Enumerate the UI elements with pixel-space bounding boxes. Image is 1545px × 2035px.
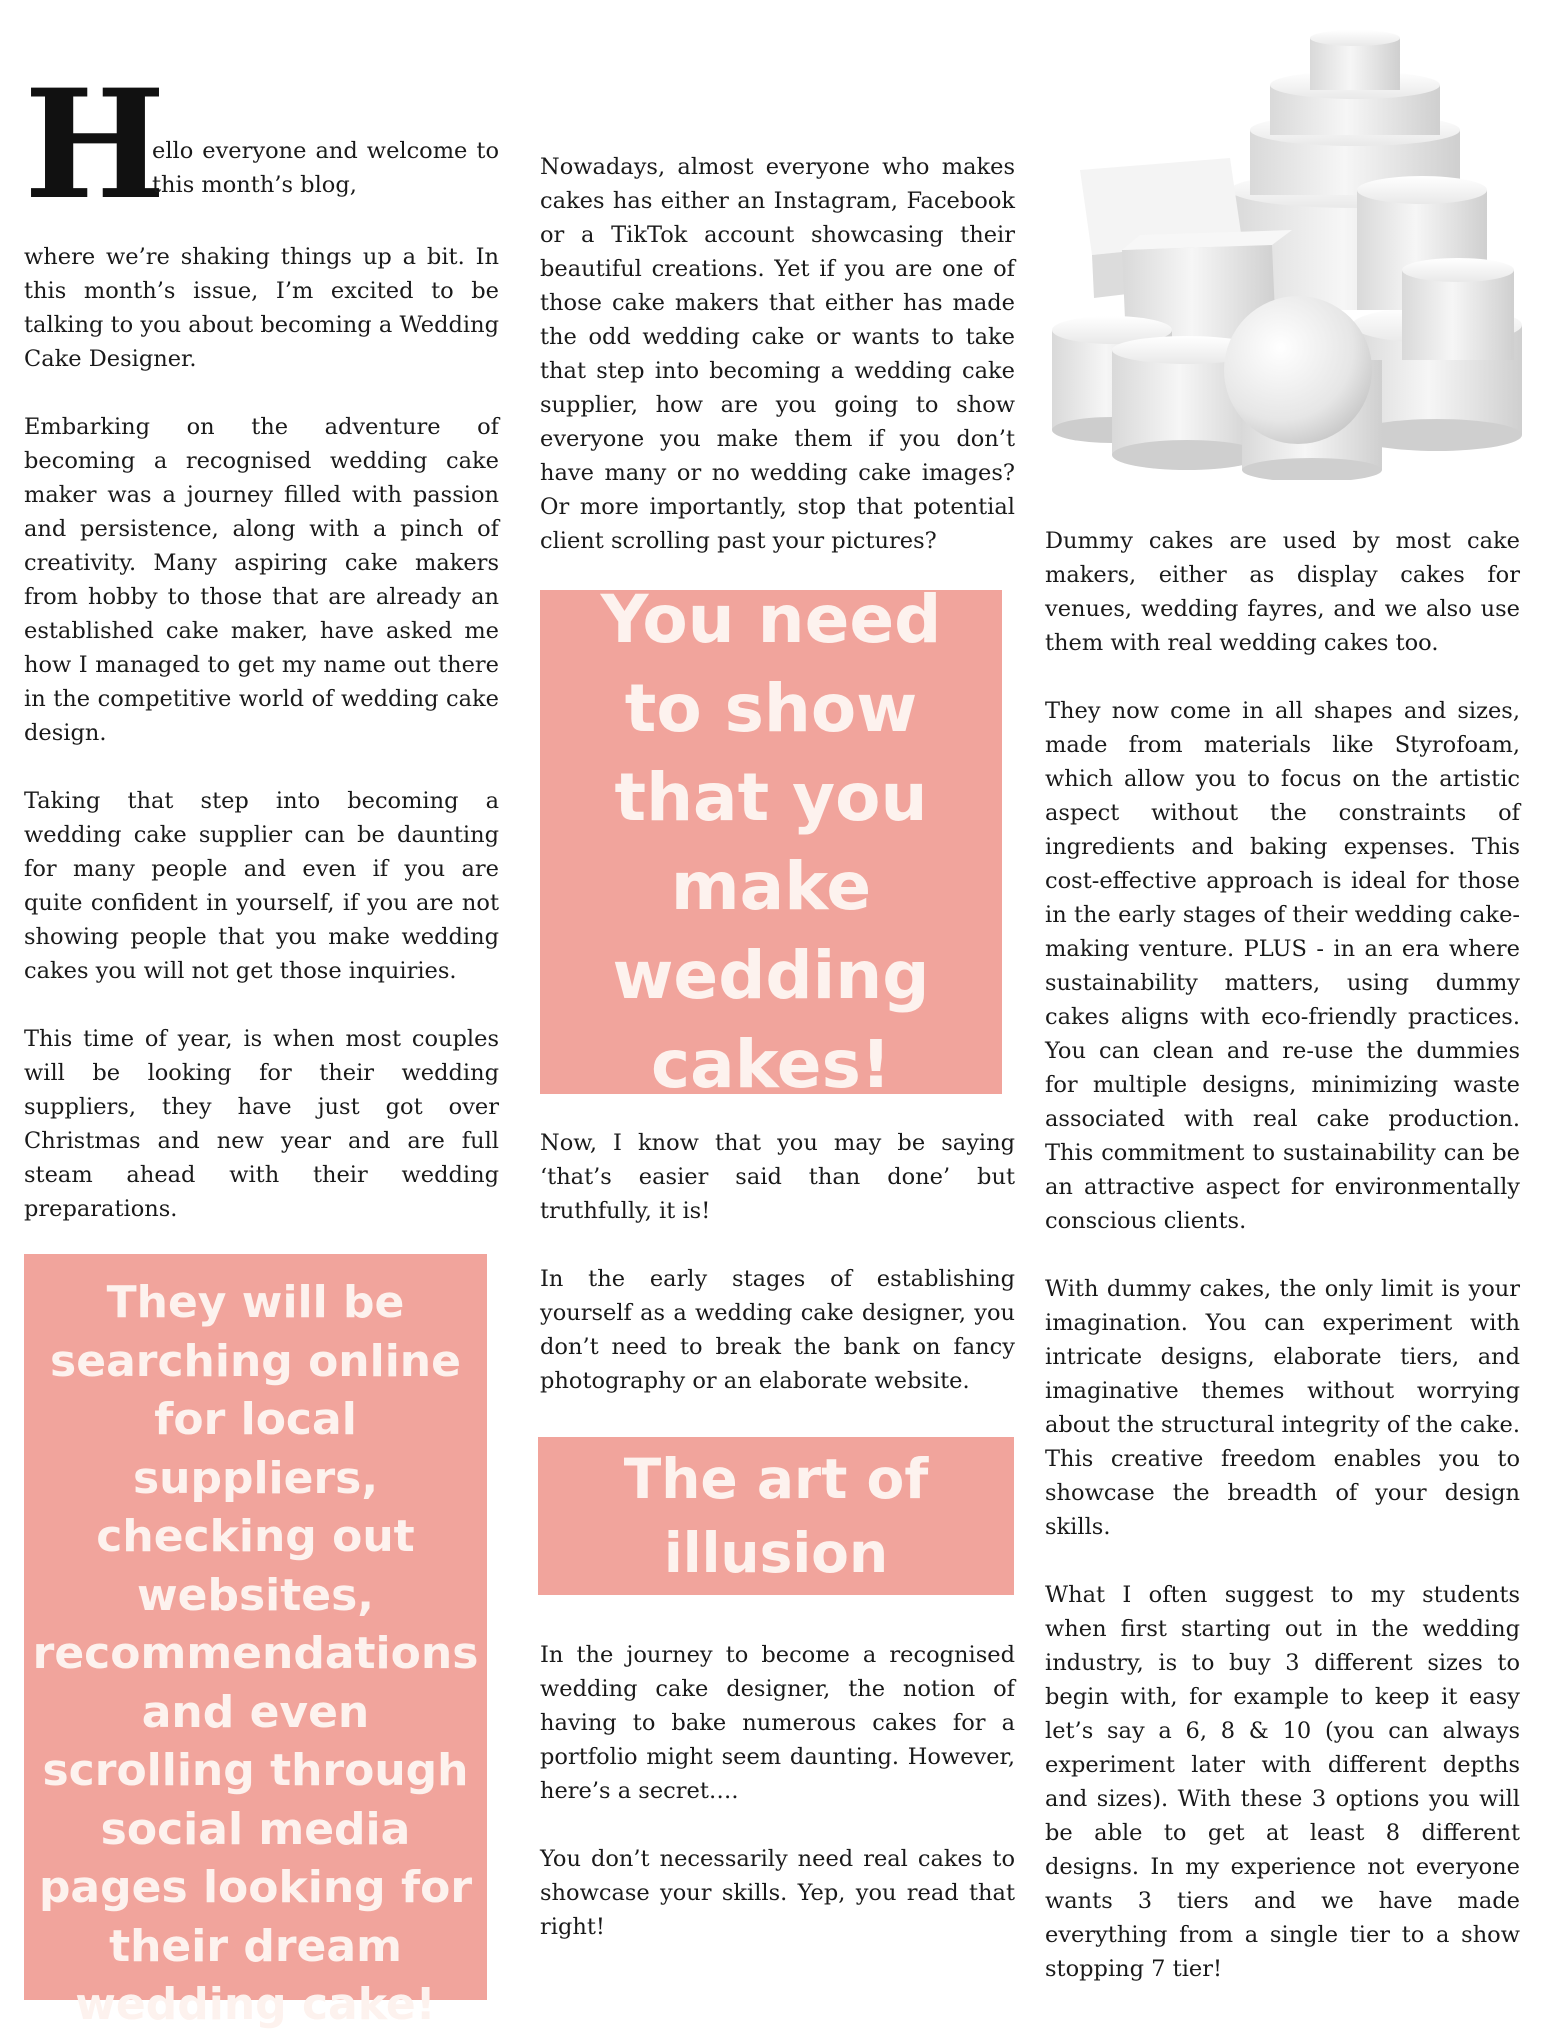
paragraph-dummy-cakes: Dummy cakes are used by most cake makers, either as display cakes for venues, wedding fayres, and we also use them with real wedding cakes too. (1045, 528, 1520, 656)
paragraph-imagination: With dummy cakes, the only limit is your imagination. You can experiment with intricate designs, elaborate tiers, and imaginative themes without worrying about the structural integrity of the cake. This creative freedom enables you to showcase the breadth of your design skills. (1045, 1276, 1520, 1540)
column-left (24, 57, 499, 1226)
column-middle-bottom (540, 1638, 1015, 1944)
heading-art-of-illusion (538, 1437, 1014, 1595)
intro-heading (24, 57, 499, 240)
column-middle (540, 150, 1015, 558)
column-middle-lower (540, 1126, 1015, 1398)
paragraph-journey: In the journey to become a recognised wedding cake designer, the notion of having to bake numerous cakes for a portfolio might seem daunting. However, here’s a secret…. (540, 1642, 1015, 1804)
column-right (1045, 524, 1520, 1986)
callout-searching-online (24, 1254, 487, 2030)
callout-show-wedding-cakes (540, 581, 1002, 1103)
callout-searching-online-text: They will be searching online for local suppliers, checking out websites, recommendations and even scrolling through social media pages looking for their dream wedding cake! (32, 1277, 479, 2030)
paragraph-early-stages: In the early stages of establishing yourself as a wedding cake designer, you don’t need to break the bank on fancy photography or an elaborate website. (540, 1266, 1015, 1394)
heading-art-of-illusion-text: The art of illusion (623, 1447, 929, 1585)
paragraph-students: What I often suggest to my students when first starting out in the wedding industry, is to buy 3 different sizes to begin with, for example to keep it easy let’s say a 6, 8 & 10 (you can always experiment later with different depths and sizes). With these 3 options you will be able to get at least 8 different designs. In my experience not everyone wants 3 tiers and we have made everything from a single tier to a show stopping 7 tier! (1045, 1582, 1520, 1982)
drop-cap-letter: H (24, 57, 166, 233)
paragraph-embarking: Embarking on the adventure of becoming a recognised wedding cake maker was a journey filled with passion and persistence, along with a pinch of creativity. Many aspiring cake makers from hobby to those that are already an established cake maker, have asked me how I managed to get my name out there in the competitive world of wedding cake design. (24, 414, 499, 746)
paragraph-time-of-year: This time of year, is when most couples will be looking for their wedding suppliers, they have just got over Christmas and new year and are full steam ahead with their wedding preparations. (24, 1026, 499, 1222)
styrofoam-cake-dummies-image (1052, 30, 1526, 480)
paragraph-nowadays: Nowadays, almost everyone who makes cakes has either an Instagram, Facebook or a TikTok account showcasing their beautiful creations. Yet if you are one of those cake makers that either has made the odd wedding cake or wants to take that step into becoming a wedding cake supplier, how are you going to show everyone you make them if you don’t have many or no wedding cake images? Or more importantly, stop that potential client scrolling past your pictures? (540, 154, 1015, 554)
intro-first-line: ello everyone and welcome to this month’s blog, (152, 138, 499, 198)
paragraph-easier-said: Now, I know that you may be saying ‘that’s easier said than done’ but truthfully, it is! (540, 1130, 1015, 1224)
paragraph-shapes-sizes: They now come in all shapes and sizes, made from materials like Styrofoam, which allow you to focus on the artistic aspect without the constraints of ingredients and baking expenses. This cost-effective approach is ideal for those in the early stages of their wedding cake-making venture. PLUS - in an era where sustainability matters, using dummy cakes aligns with eco-friendly practices. You can clean and re-use the dummies for multiple designs, minimizing waste associated with real cake production. This commitment to sustainability can be an attractive aspect for environmentally conscious clients. (1045, 698, 1520, 1234)
paragraph-no-real-cakes: You don’t necessarily need real cakes to showcase your skills. Yep, you read that right! (540, 1846, 1015, 1940)
paragraph-taking-step: Taking that step into becoming a wedding cake supplier can be daunting for many people and even if you are quite confident in yourself, if you are not showing people that you make wedding cakes you will not get those inquiries. (24, 788, 499, 984)
styrofoam-ball (1224, 296, 1372, 444)
callout-show-wedding-cakes-text: You need to show that you make wedding cakes! (600, 581, 942, 1103)
intro-paragraph: where we’re shaking things up a bit. In this month’s issue, I’m excited to be talking to you about becoming a Wedding Cake Designer. (24, 244, 499, 372)
